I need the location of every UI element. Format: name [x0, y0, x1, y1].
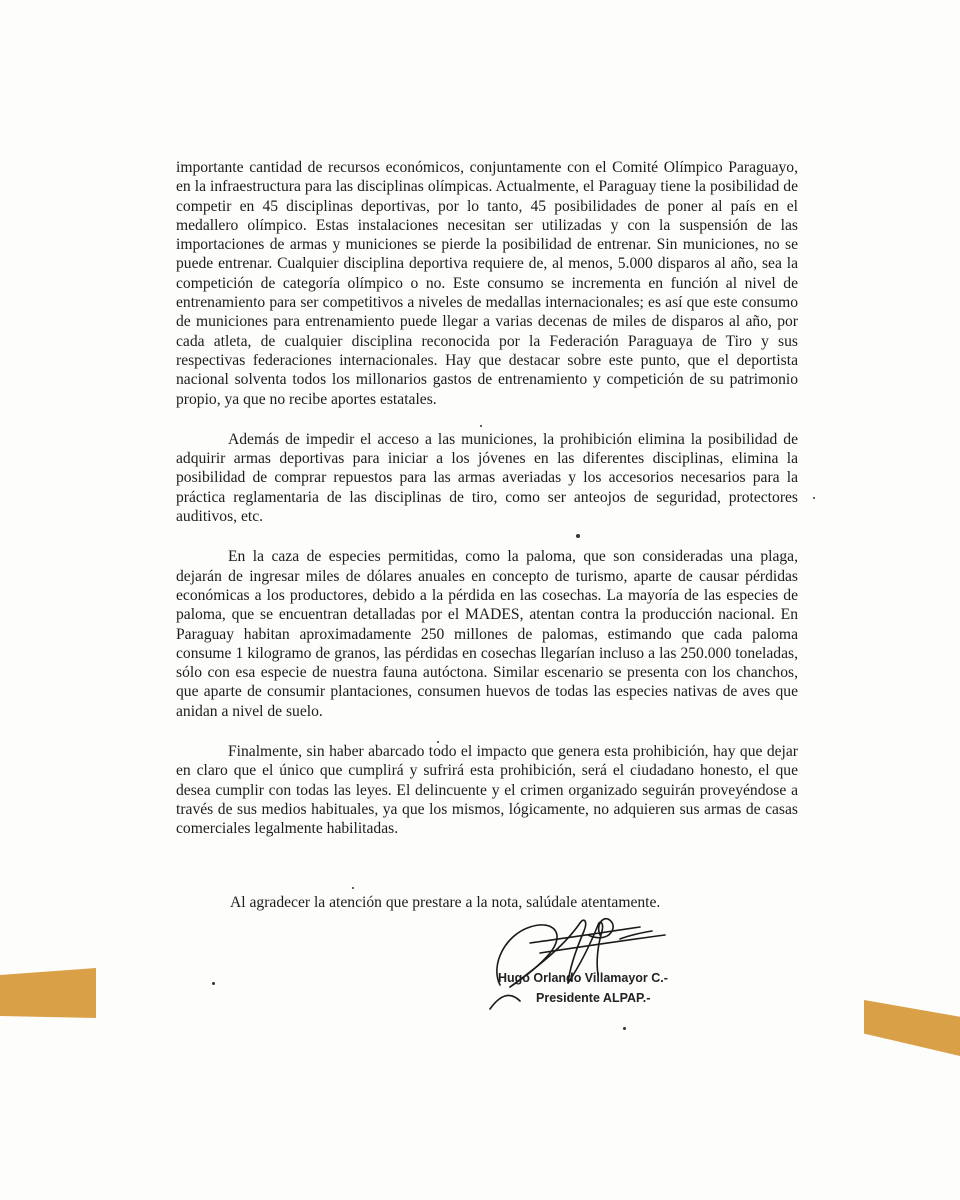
signatory-name: Hugo Orlando Villamayor C.- [498, 971, 668, 985]
ink-speck [480, 425, 482, 427]
paragraph-1: importante cantidad de recursos económicos, conjuntamente con el Comité Olímpico Paraguayo, en la infraestructura para las disciplinas olímpicas. Actualmente, el Paraguay tiene la posibilidad de competir en 45 disciplinas deportivas, por lo tanto, 45 posibilidades de poner al país en el medallero olímpico. Estas instalaciones necesitan ser utilizadas y con la suspensión de las importaciones de armas y municiones se pierde la posibilidad de entrenar. Sin municiones, no se puede entrenar. Cualquier disciplina deportiva requiere de, al menos, 5.000 disparos al año, sea la competición de categoría olímpico o no. Este consumo se incrementa en función al nivel de entrenamiento para ser competitivos a niveles de medallas internacionales; es así que este consumo de municiones para entrenamiento puede llegar a varias decenas de miles de disparos al año, por cada atleta, de cualquier disciplina reconocida por la Federación Paraguaya de Tiro y sus respectivas federaciones internacionales. Hay que destacar sobre este punto, que el deportista nacional solventa todos los millonarios gastos de entrenamiento y competición de su patrimonio propio, ya que no recibe aportes estatales. [176, 159, 798, 408]
decorative-stripe-left [0, 968, 96, 1018]
handwritten-signature-icon [470, 905, 700, 1035]
signature-block [470, 905, 700, 1035]
signatory-role: Presidente ALPAP.- [536, 991, 651, 1005]
letter-body [176, 158, 798, 860]
ink-speck [352, 887, 354, 889]
paragraph-4: Finalmente, sin haber abarcado todo el impacto que genera esta prohibición, hay que dejar en claro que el único que cumplirá y sufrirá esta prohibición, será el ciudadano honesto, el que desea cumplir con todas las leyes. El delincuente y el crimen organizado seguirán proveyéndose a través de sus medios habituales, ya que los mismos, lógicamente, no adquieren sus armas de casas comerciales legalmente habilitadas. [176, 743, 798, 838]
ink-speck [813, 497, 815, 499]
decorative-stripe-right [864, 1000, 960, 1056]
paragraph-2: Además de impedir el acceso a las municiones, la prohibición elimina la posibilidad de adquirir armas deportivas para iniciar a los jóvenes en las diferentes disciplinas, elimina la posibilidad de comprar repuestos para las armas averiadas y los accesorios necesarios para la práctica reglamentaria de las disciplinas de tiro, como ser anteojos de seguridad, protectores auditivos, etc. [176, 430, 798, 526]
ink-speck [212, 982, 215, 985]
ink-speck [623, 1027, 626, 1030]
closing-line: Al agradecer la atención que prestare a la nota, salúdale atentamente. [230, 894, 661, 911]
ink-speck [576, 534, 580, 538]
paragraph-3: En la caza de especies permitidas, como la paloma, que son consideradas una plaga, dejarán de ingresar miles de dólares anuales en concepto de turismo, aparte de causar pérdidas económicas a los productores, debido a la pérdida en las cosechas. La mayoría de las especies de paloma, que se encuentran detalladas por el MADES, atentan contra la producción nacional. En Paraguay habitan aproximadamente 250 millones de palomas, estimando que cada paloma consume 1 kilogramo de granos, las pérdidas en cosechas llegarían incluso a las 250.000 toneladas, sólo con esa especie de nuestra fauna autóctona. Similar escenario se presenta con los chanchos, que aparte de consumir plantaciones, consumen huevos de todas las especies nativas de aves que anidan a nivel de suelo. [176, 548, 798, 720]
ink-speck [437, 741, 439, 743]
